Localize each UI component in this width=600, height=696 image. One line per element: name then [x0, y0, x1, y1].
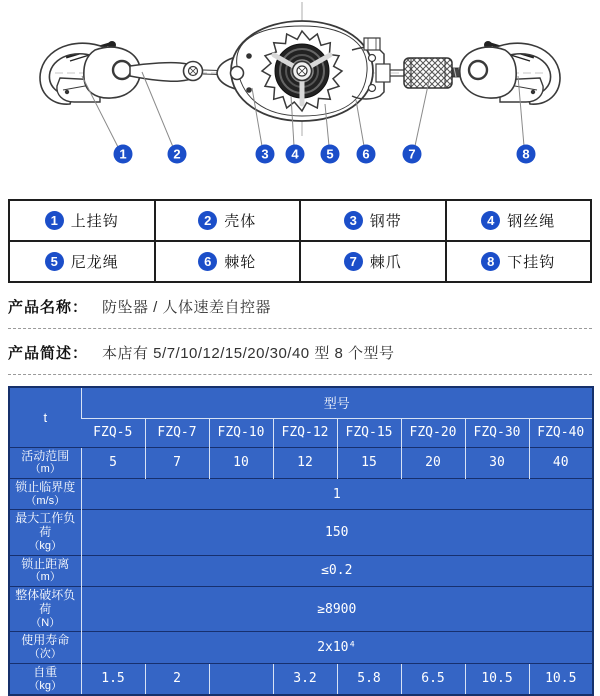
row-header: 使用寿命 （次）: [9, 632, 81, 663]
row-header: 锁止距离 （m）: [9, 555, 81, 586]
value-cell: 15: [337, 447, 401, 478]
model-cell: FZQ-10: [209, 418, 273, 447]
value-cell: 10.5: [465, 663, 529, 695]
value-cell: 5.8: [337, 663, 401, 695]
legend-item-4: [481, 210, 555, 231]
row-header: 自重 （kg）: [9, 663, 81, 695]
value-cell: 5: [81, 447, 145, 478]
spec-row-service-life: [9, 632, 593, 663]
part-number-badge: 6: [198, 252, 217, 271]
part-number-badge: 8: [481, 252, 500, 271]
part-label: 上挂钩: [70, 213, 119, 230]
value-cell: 10: [209, 447, 273, 478]
callout-8: 8: [517, 145, 536, 164]
row-header: 活动范围 （m）: [9, 447, 81, 478]
value-cell: 6.5: [401, 663, 465, 695]
legend-item-5: [45, 251, 119, 272]
housing-drawing: [217, 21, 390, 121]
upper-hook-drawing: [40, 41, 140, 104]
part-number-badge: 5: [45, 252, 64, 271]
legend-item-3: [344, 210, 402, 231]
spec-models-row: [9, 418, 593, 447]
spec-row-lock-threshold: [9, 478, 593, 509]
value-cell: 7: [145, 447, 209, 478]
spec-row-breaking-load: [9, 587, 593, 632]
product-diagram: [0, 0, 600, 196]
spec-table: [8, 386, 594, 696]
row-header: 最大工作负荷 （kg）: [9, 510, 81, 555]
part-number-badge: 4: [481, 211, 500, 230]
lower-hook-drawing: [460, 41, 560, 104]
model-cell: FZQ-5: [81, 418, 145, 447]
value-cell: 3.2: [273, 663, 337, 695]
spec-row-weight: [9, 663, 593, 695]
row-header: 锁止临界度 （m/s）: [9, 478, 81, 509]
callout-5: 5: [321, 145, 340, 164]
part-label: 钢带: [369, 213, 402, 230]
value-cell: [209, 663, 273, 695]
value-cell: 20: [401, 447, 465, 478]
callout-4: 4: [286, 145, 305, 164]
part-label: 钢丝绳: [507, 213, 556, 230]
parts-legend-table: [8, 199, 592, 283]
callout-2: 2: [168, 145, 187, 164]
part-label: 下挂钩: [507, 254, 556, 271]
value-cell: 150: [81, 510, 593, 555]
legend-item-7: [344, 251, 402, 272]
product-brief-value: 本店有 5/7/10/12/15/20/30/40 型 8 个型号: [102, 345, 395, 362]
callout-7: 7: [403, 145, 422, 164]
value-cell: 1.5: [81, 663, 145, 695]
callout-6: 6: [357, 145, 376, 164]
spec-group-header: 型号: [81, 387, 593, 418]
value-cell: 30: [465, 447, 529, 478]
value-cell: ≤0.2: [81, 555, 593, 586]
value-cell: ≥8900: [81, 587, 593, 632]
part-number-badge: 1: [45, 211, 64, 230]
product-name-label: 产品名称：: [8, 299, 89, 316]
legend-item-8: [481, 251, 555, 272]
part-number-badge: 2: [198, 211, 217, 230]
product-brief-label: 产品简述：: [8, 345, 89, 362]
value-cell: 10.5: [529, 663, 593, 695]
spec-row-lock-distance: [9, 555, 593, 586]
spec-corner-cell: t: [9, 387, 81, 447]
callout-1: 1: [114, 145, 133, 164]
callout-3: 3: [256, 145, 275, 164]
product-brief-row: [8, 329, 592, 375]
legend-row: [9, 241, 591, 282]
part-number-badge: 3: [344, 211, 363, 230]
model-cell: FZQ-20: [401, 418, 465, 447]
product-name-value: 防坠器 / 人体速差自控器: [102, 299, 272, 316]
part-label: 壳体: [224, 213, 257, 230]
part-label: 尼龙绳: [70, 254, 119, 271]
legend-item-1: [45, 210, 119, 231]
legend-item-6: [198, 251, 256, 272]
model-cell: FZQ-12: [273, 418, 337, 447]
fall-arrester-drawing: [0, 0, 600, 196]
spec-row-max-load: [9, 510, 593, 555]
model-cell: FZQ-7: [145, 418, 209, 447]
value-cell: 12: [273, 447, 337, 478]
model-cell: FZQ-30: [465, 418, 529, 447]
value-cell: 1: [81, 478, 593, 509]
spec-row-range: [9, 447, 593, 478]
product-name-row: [8, 283, 592, 329]
part-label: 棘爪: [369, 254, 402, 271]
part-number-badge: 7: [344, 252, 363, 271]
value-cell: 2: [145, 663, 209, 695]
legend-item-2: [198, 210, 256, 231]
legend-row: [9, 200, 591, 241]
spec-header-row: [9, 387, 593, 418]
value-cell: 2x10⁴: [81, 632, 593, 663]
part-label: 棘轮: [224, 254, 257, 271]
model-cell: FZQ-40: [529, 418, 593, 447]
row-header: 整体破坏负荷 （N）: [9, 587, 81, 632]
value-cell: 40: [529, 447, 593, 478]
model-cell: FZQ-15: [337, 418, 401, 447]
